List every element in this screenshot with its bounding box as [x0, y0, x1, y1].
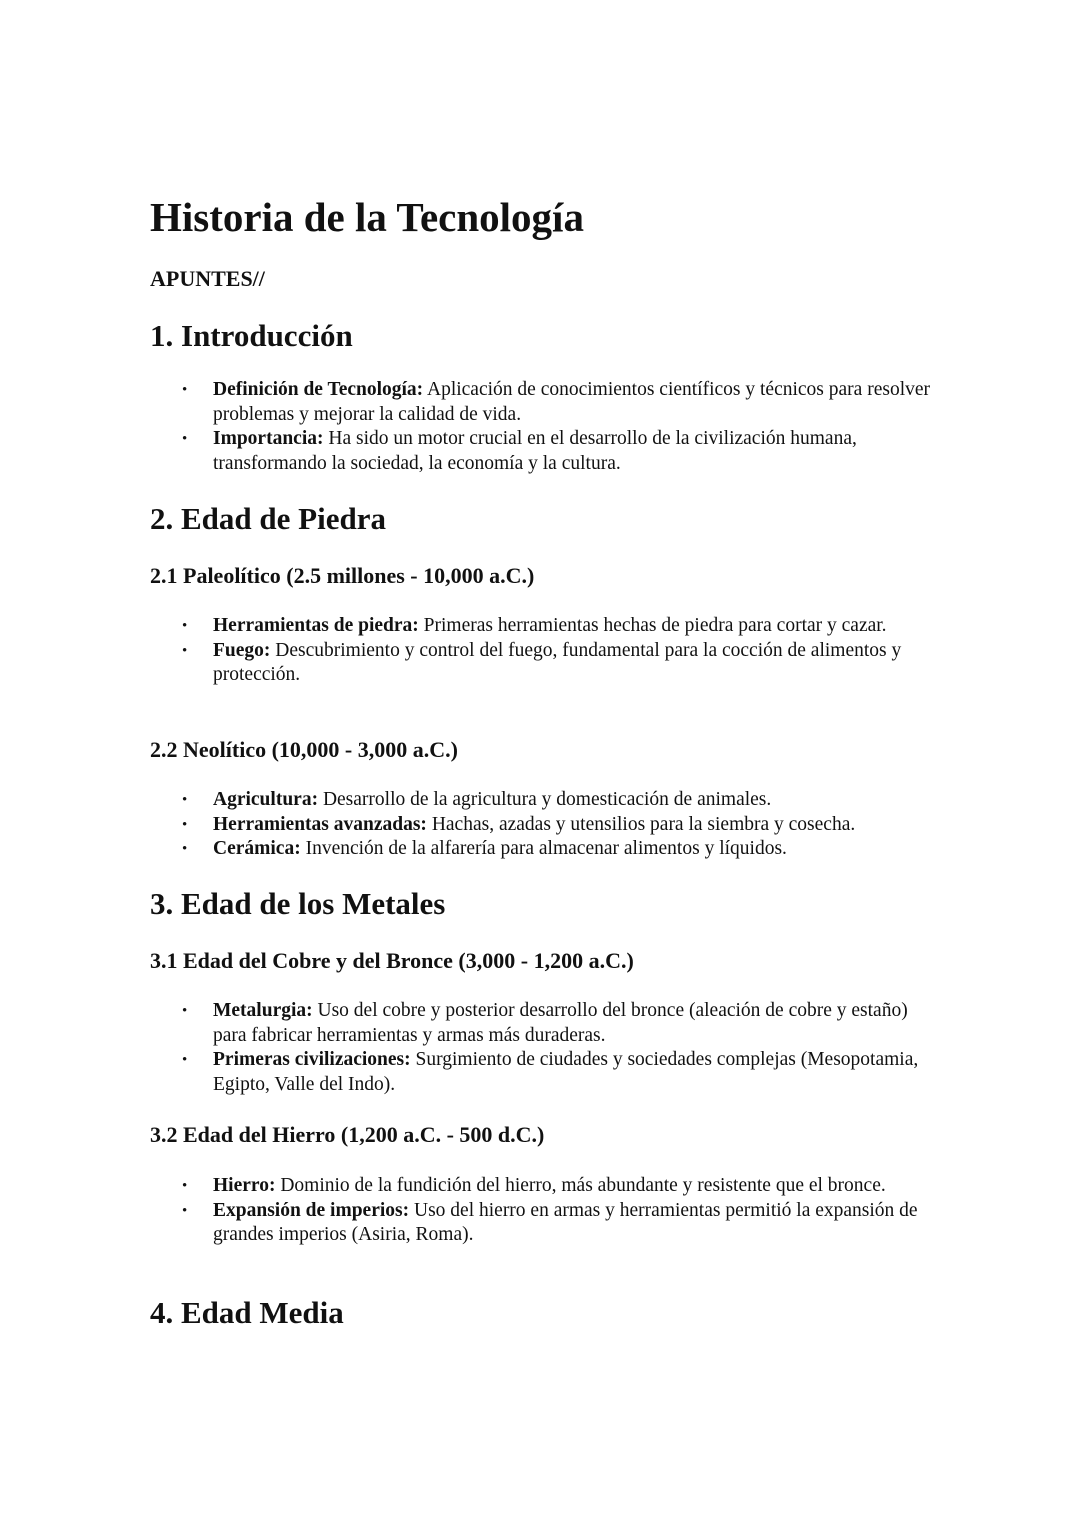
list-item: [150, 427, 930, 476]
section-heading-edad-media: 4. Edad Media: [150, 1295, 344, 1330]
item-term: Hierro:: [213, 1175, 276, 1196]
subsection-heading-hierro: 3.2 Edad del Hierro (1,200 a.C. - 500 d.C.): [150, 1122, 545, 1147]
list-item: [150, 1174, 930, 1199]
list-item: [150, 999, 930, 1048]
bullet-icon: •: [182, 1178, 188, 1194]
list-neolitico: [150, 788, 930, 862]
item-term: Metalurgia:: [213, 1000, 313, 1021]
list-item: [150, 837, 930, 862]
item-text: Uso del hierro en armas y herramientas permitió la expansión de grandes imperios (Asiria, Roma).: [213, 1199, 918, 1245]
item-term: Cerámica:: [213, 838, 301, 859]
list-item: [150, 1048, 930, 1097]
bullet-icon: •: [182, 618, 188, 634]
bullet-icon: •: [182, 642, 188, 659]
list-paleolitico: [150, 614, 930, 688]
item-term: Herramientas avanzadas:: [213, 813, 427, 835]
item-text: Invención de la alfarería para almacenar alimentos y líquidos.: [300, 838, 787, 859]
list-hierro: [150, 1174, 930, 1248]
item-text: Ha sido un motor crucial en el desarrollo de la civilización humana, transformando la sociedad, la economía y la cultura.: [213, 428, 857, 474]
subsection-heading-neolitico: 2.2 Neolítico (10,000 - 3,000 a.C.): [150, 737, 458, 762]
list-item: [150, 639, 930, 688]
list-item: [150, 813, 930, 838]
item-term: Definición de Tecnología:: [213, 379, 424, 400]
document-subtitle: APUNTES//: [150, 266, 265, 291]
item-text: Surgimiento de ciudades y sociedades complejas (Mesopotamia, Egipto, Valle del Indo).: [213, 1049, 919, 1095]
item-text: Hachas, azadas y utensilios para la siembra y cosecha.: [426, 813, 856, 835]
list-item: [150, 378, 930, 427]
item-term: Importancia:: [213, 428, 324, 449]
item-term: Agricultura:: [213, 789, 319, 810]
section-heading-introduccion: 1. Introducción: [150, 318, 353, 353]
subsection-heading-paleolitico: 2.1 Paleolítico (2.5 millones - 10,000 a.C.): [150, 563, 535, 588]
bullet-icon: •: [182, 382, 188, 398]
item-text: Dominio de la fundición del hierro, más abundante y resistente que el bronce.: [275, 1175, 886, 1196]
bullet-icon: •: [182, 431, 188, 447]
bullet-icon: •: [182, 1003, 188, 1019]
bullet-icon: •: [182, 792, 188, 808]
section-heading-edad-de-piedra: 2. Edad de Piedra: [150, 501, 386, 536]
section-heading-edad-de-los-metales: 3. Edad de los Metales: [150, 886, 446, 921]
list-item: [150, 614, 930, 639]
list-item: [150, 1199, 930, 1248]
item-text: Primeras herramientas hechas de piedra para cortar y cazar.: [418, 615, 887, 636]
bullet-icon: •: [182, 1052, 188, 1068]
subsection-heading-cobre-bronce: 3.1 Edad del Cobre y del Bronce (3,000 - 1,200 a.C.): [150, 948, 634, 973]
bullet-icon: •: [182, 816, 188, 833]
item-text: Descubrimiento y control del fuego, fundamental para la cocción de alimentos y protección.: [213, 639, 902, 685]
list-item: [150, 788, 930, 813]
bullet-icon: •: [182, 1202, 188, 1219]
item-term: Fuego:: [213, 639, 271, 661]
item-text: Aplicación de conocimientos científicos y técnicos para resolver problemas y mejorar la calidad de vida.: [213, 379, 931, 425]
item-term: Herramientas de piedra:: [213, 615, 419, 636]
item-text: Desarrollo de la agricultura y domesticación de animales.: [318, 789, 772, 810]
document-title: Historia de la Tecnología: [150, 194, 584, 240]
list-cobre-bronce: [150, 999, 930, 1097]
list-introduccion: [150, 378, 930, 476]
item-term: Primeras civilizaciones:: [213, 1049, 411, 1070]
bullet-icon: •: [182, 841, 188, 857]
item-text: Uso del cobre y posterior desarrollo del bronce (aleación de cobre y estaño) para fabricar herramientas y armas más duraderas.: [213, 1000, 908, 1046]
item-term: Expansión de imperios:: [213, 1199, 410, 1221]
